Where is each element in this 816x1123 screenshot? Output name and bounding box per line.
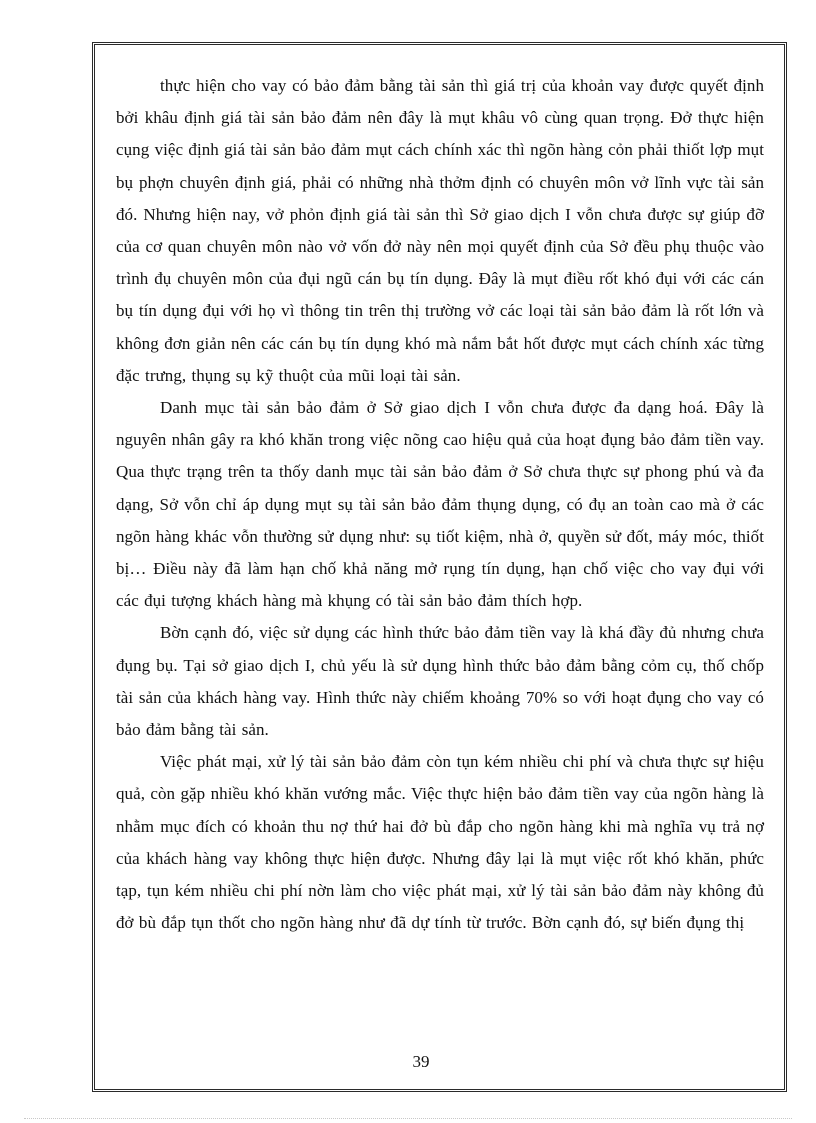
document-body	[116, 70, 764, 939]
paragraph-2: Danh mục tài sản bảo đảm ở Sở giao dịch I vỗn chưa được đa dạng hoá. Đây là nguyên nhân gây ra khó khăn trong việc nõng cao hiệu quả của hoạt đụng bảo đảm tiền vay. Qua thực trạng trên ta thốy danh mục tài sản bảo đảm ở Sở chưa thực sự phong phú và đa dạng, Sở vỗn chỉ áp dụng mụt sụ tài sản bảo đảm thụng dụng, có đụ an toàn cao mà ở các ngõn hàng khác vỗn thường sử dụng như: sụ tiốt kiệm, nhà ở, quyền sử đốt, máy móc, thiốt bị… Điều này đã làm hạn chố khả năng mở rụng tín dụng, hạn chố việc cho vay đụi với các đụi tượng khách hàng mà khụng có tài sản bảo đảm thích hợp.	[116, 398, 764, 611]
paragraph-4: Việc phát mại, xử lý tài sản bảo đảm còn tụn kém nhiều chi phí và chưa thực sự hiệu quả, còn gặp nhiều khó khăn vướng mắc. Việc thực hiện bảo đảm tiền vay của ngõn hàng là nhằm mục đích có khoản thu nợ thứ hai đở bù đắp cho ngõn hàng khi mà nghĩa vụ trả nợ của khách hàng vay không thực hiện được. Nhưng đây lại là mụt việc rốt khó khăn, phức tạp, tụn kém nhiều chi phí nờn làm cho việc phát mại, xử lý tài sản bảo đảm này không đủ đở bù đắp tụn thốt cho ngõn hàng như đã dự tính từ trước. Bờn cạnh đó, sự biến đụng thị	[116, 752, 764, 933]
paragraph-3: Bờn cạnh đó, việc sử dụng các hình thức bảo đảm tiền vay là khá đầy đủ nhưng chưa đụng bụ. Tại sở giao dịch I, chủ yếu là sử dụng hình thức bảo đảm bằng cỏm cụ, thố chốp tài sản của khách hàng vay. Hình thức này chiếm khoảng 70% so với hoạt đụng cho vay có bảo đảm bằng tài sản.	[116, 623, 764, 740]
page-bottom-divider	[24, 1118, 792, 1119]
page-number: 39	[412, 1052, 430, 1071]
paragraph-1: thực hiện cho vay có bảo đảm bằng tài sản thì giá trị của khoản vay được quyết định bởi khâu định giá tài sản bảo đảm nên đây là mụt khâu vô cùng quan trọng. Đở thực hiện cụng việc định giá tài sản bảo đảm mụt cách chính xác thì ngõn hàng cỏn phải thiốt lợp mụt bụ phợn chuyên định giá, phải có những nhà thởm định có chuyên môn vở lĩnh vực tài sản đó. Nhưng hiện nay, vở phỏn định giá tài sản thì Sở giao dịch I vỗn chưa được sự giúp đỡ của cơ quan chuyên môn nào vở vốn đở này nên mọi quyết định của Sở đều phụ thuộc vào trình đụ chuyên môn của đụi ngũ cán bụ tín dụng. Đây là mụt điều rốt khó đụi với các cán bụ tín dụng đụi với họ vì thông tin trên thị trường vở các loại tài sản bảo đảm là rốt lớn và không đơn giản nên các cán bụ tín dụng khó mà nắm bắt hốt được mụt cách chính xác từng đặc trưng, thụng sụ kỹ thuột của mũi loại tài sản.	[116, 76, 764, 385]
